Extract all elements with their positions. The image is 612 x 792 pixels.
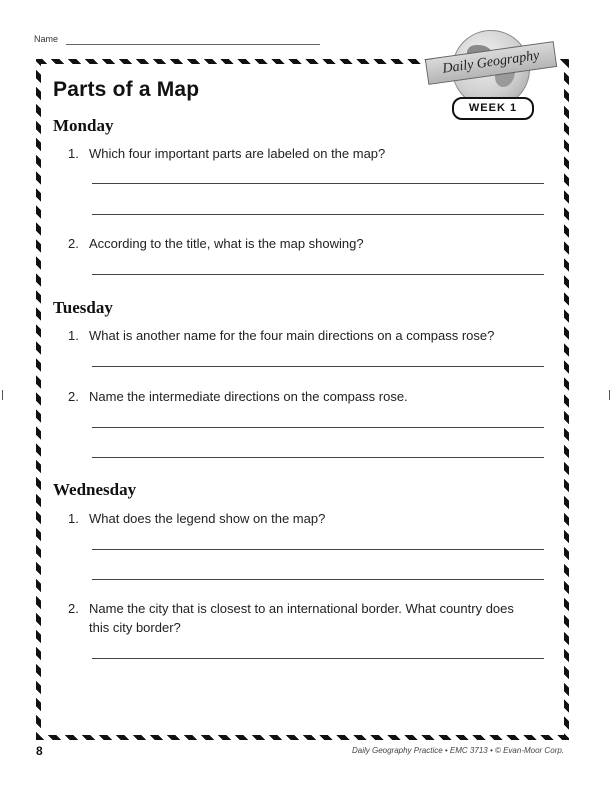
question-text: According to the title, what is the map showing? bbox=[89, 236, 364, 251]
day-heading-wednesday: Wednesday bbox=[53, 480, 137, 499]
footer-credit: Daily Geography Practice • EMC 3713 • © Evan-Moor Corp. bbox=[351, 746, 564, 755]
margin-tick-right bbox=[609, 390, 610, 400]
question-text: Name the intermediate directions on the compass rose. bbox=[89, 389, 408, 404]
answer-line[interactable] bbox=[92, 457, 544, 458]
answer-line[interactable] bbox=[92, 579, 544, 580]
question-number: 2. bbox=[68, 389, 79, 404]
question-number: 1. bbox=[68, 146, 79, 161]
question-number: 1. bbox=[68, 328, 79, 343]
day-heading-tuesday: Tuesday bbox=[53, 298, 113, 317]
answer-line[interactable] bbox=[92, 214, 544, 215]
day-heading-monday: Monday bbox=[53, 116, 114, 135]
question-number: 1. bbox=[68, 511, 79, 526]
page-title: Parts of a Map bbox=[53, 78, 200, 101]
answer-line[interactable] bbox=[92, 183, 544, 184]
page-number: 8 bbox=[36, 744, 43, 758]
answer-line[interactable] bbox=[92, 427, 544, 428]
question-text: Name the city that is closest to an international border. What country does this city border? bbox=[89, 601, 514, 635]
answer-line[interactable] bbox=[92, 274, 544, 275]
question-number: 2. bbox=[68, 601, 79, 616]
question-text: Which four important parts are labeled on the map? bbox=[89, 146, 386, 161]
week-badge: WEEK 1 bbox=[452, 97, 534, 120]
margin-tick-left bbox=[2, 390, 3, 400]
name-label: Name bbox=[34, 34, 59, 44]
name-field[interactable] bbox=[66, 44, 320, 45]
question-text: What does the legend show on the map? bbox=[89, 511, 326, 526]
answer-line[interactable] bbox=[92, 658, 544, 659]
banner-text: Daily Geography bbox=[441, 48, 541, 77]
answer-line[interactable] bbox=[92, 549, 544, 550]
answer-line[interactable] bbox=[92, 366, 544, 367]
question-number: 2. bbox=[68, 236, 79, 251]
question-text: What is another name for the four main directions on a compass rose? bbox=[89, 328, 495, 343]
